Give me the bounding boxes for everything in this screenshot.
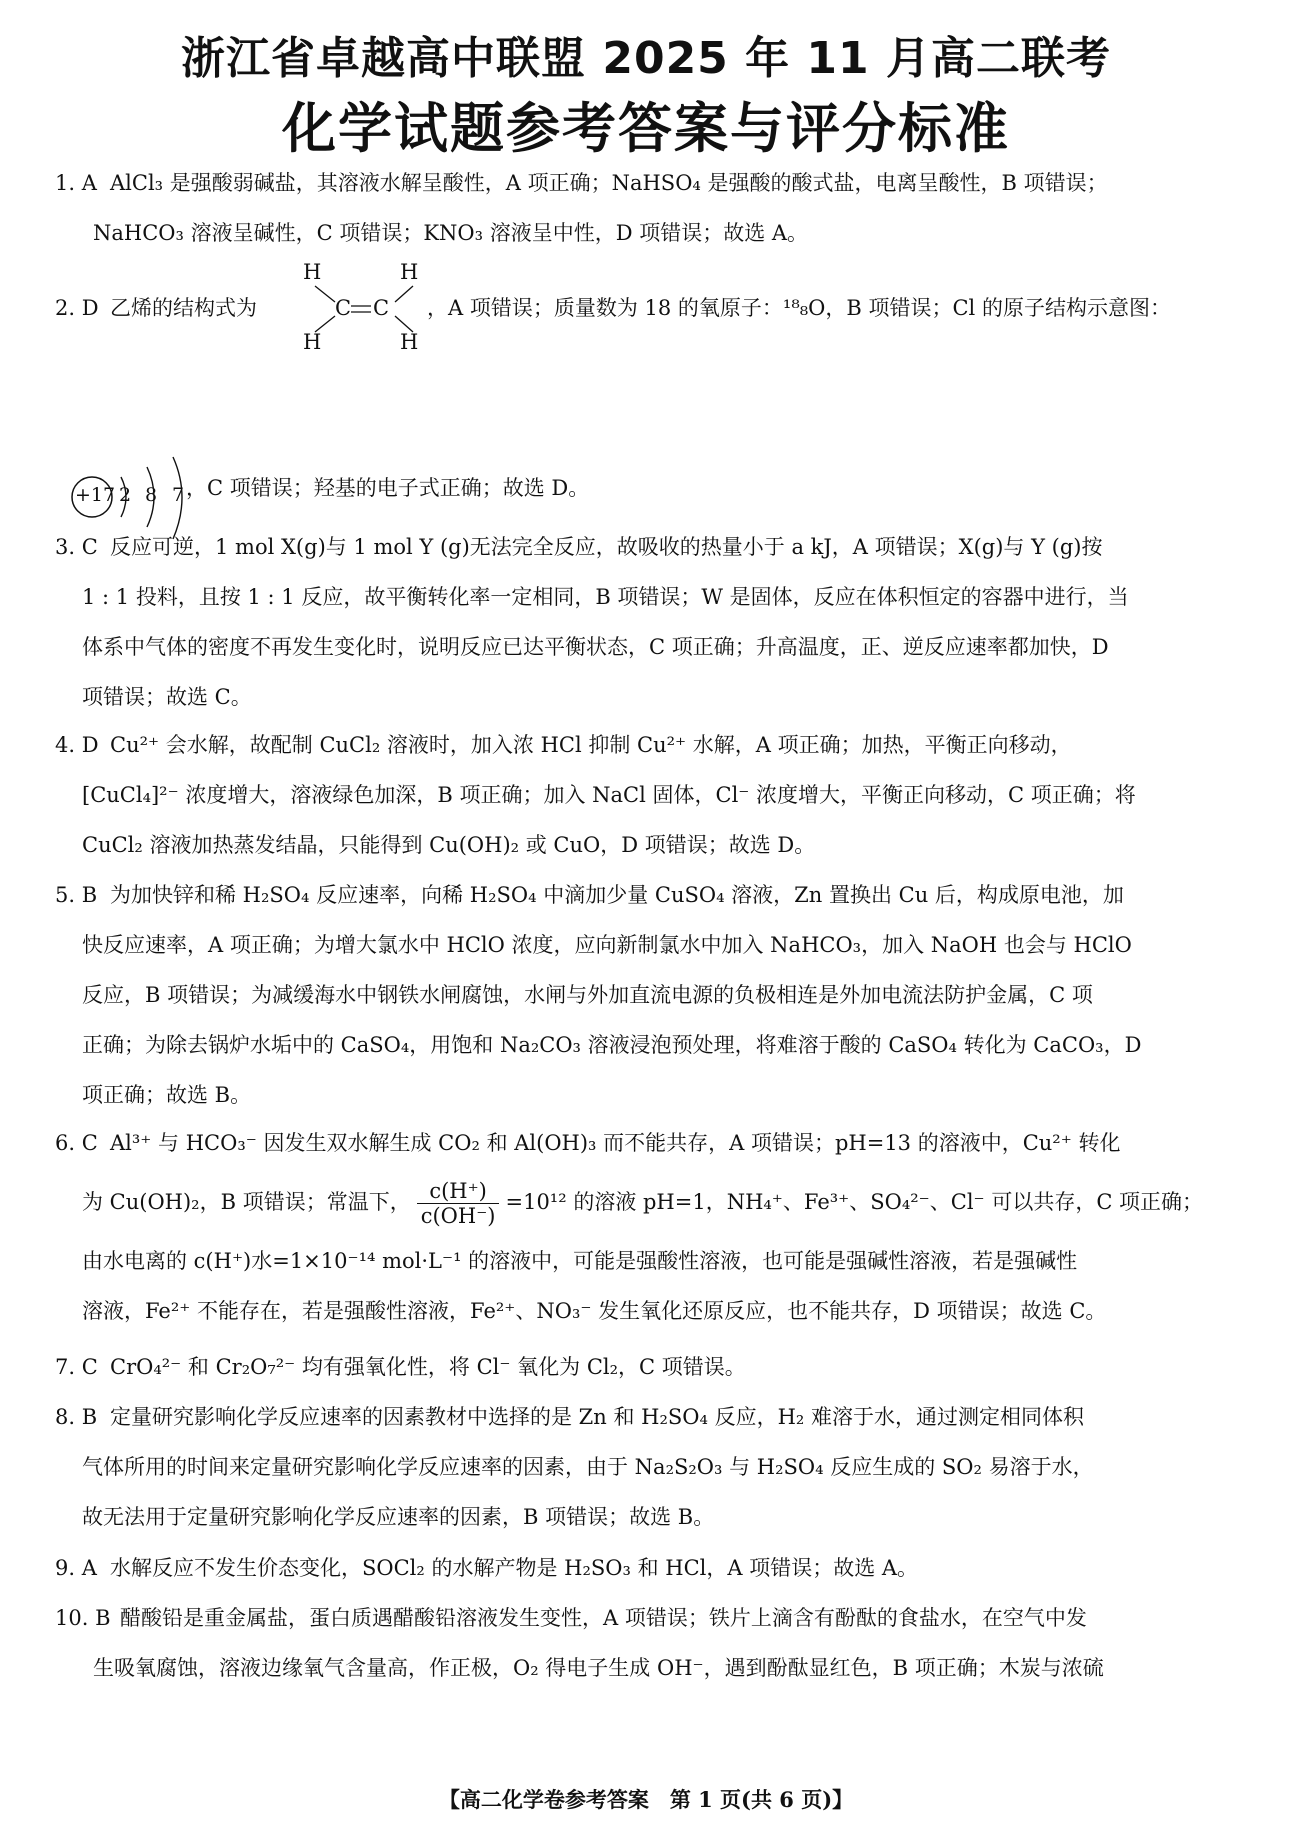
- answer-8: [55, 1392, 1235, 1542]
- answer-number: 6. C: [55, 1131, 98, 1155]
- answer-2: [55, 283, 1235, 333]
- answer-6-line2: [55, 1177, 1235, 1228]
- answer-text: 定量研究影响化学反应速率的因素教材中选择的是 Zn 和 H₂SO₄ 反应，H₂ 难溶于水，通过测定相同体积: [110, 1405, 1084, 1429]
- answer-7: [55, 1342, 1235, 1392]
- answer-text: AlCl₃ 是强酸弱碱盐，其溶液水解呈酸性，A 项正确；NaHSO₄ 是强酸的酸式盐，电离呈酸性，B 项错误；: [110, 171, 1108, 195]
- answer-text: 快反应速率，A 项正确；为增大氯水中 HClO 浓度，应向新制氯水中加入 NaHCO₃，加入 NaOH 也会与 HClO: [82, 933, 1132, 957]
- answer-10: [55, 1593, 1235, 1693]
- answer-text: NaHCO₃ 溶液呈碱性，C 项错误；KNO₃ 溶液呈中性，D 项错误；故选 A。: [93, 221, 809, 245]
- answer-number: 4. D: [55, 733, 99, 757]
- page-footer: 【高二化学卷参考答案 第 1 页(共 6 页)】: [438, 1787, 854, 1812]
- ethylene-structure-diagram: H H C C H H: [303, 260, 419, 354]
- answer-1: [55, 158, 1235, 258]
- answer-number: 7. C: [55, 1355, 98, 1379]
- answer-text: 反应，B 项错误；为减缓海水中钢铁水闸腐蚀，水闸与外加直流电源的负极相连是外加电流法防护金属，C 项: [82, 983, 1093, 1007]
- chlorine-atom-diagram: +17 2 8 7: [55, 455, 255, 545]
- answer-number: 3. C: [55, 535, 98, 559]
- answer-5: [55, 870, 1235, 1120]
- answer-text: ，C 项错误；羟基的电子式正确；故选 D。: [186, 476, 590, 500]
- answer-number: 9. A: [55, 1556, 97, 1580]
- answer-text: =10¹² 的溶液 pH=1，NH₄⁺、Fe³⁺、SO₄²⁻、Cl⁻ 可以共存，C 项正确；: [505, 1190, 1204, 1214]
- answer-3: [55, 522, 1235, 722]
- answer-2-cont: [186, 463, 1086, 513]
- answer-text: 为 Cu(OH)₂，B 项错误；常温下，: [82, 1190, 411, 1214]
- answer-text: 体系中气体的密度不再发生变化时，说明反应已达平衡状态，C 项正确；升高温度，正、逆反应速率都加快，D: [82, 635, 1109, 659]
- answer-text: Cu²⁺ 会水解，故配制 CuCl₂ 溶液时，加入浓 HCl 抑制 Cu²⁺ 水解，A 项正确；加热，平衡正向移动，: [110, 733, 1072, 757]
- answer-text: 为加快锌和稀 H₂SO₄ 反应速率，向稀 H₂SO₄ 中滴加少量 CuSO₄ 溶液，Zn 置换出 Cu 后，构成原电池，加: [110, 883, 1124, 907]
- answer-text: 气体所用的时间来定量研究影响化学反应速率的因素，由于 Na₂S₂O₃ 与 H₂SO₄ 反应生成的 SO₂ 易溶于水，: [82, 1455, 1094, 1479]
- fraction: $\frac{c(H^+)}{c(OH^-)}$: [417, 1179, 500, 1228]
- answer-text: [CuCl₄]²⁻ 浓度增大，溶液绿色加深，B 项正确；加入 NaCl 固体，Cl⁻ 浓度增大，平衡正向移动，C 项正确；将: [82, 783, 1136, 807]
- answer-text: 项正确；故选 B。: [82, 1083, 252, 1107]
- answer-number: 5. B: [55, 883, 98, 907]
- answer-text: Al³⁺ 与 HCO₃⁻ 因发生双水解生成 CO₂ 和 Al(OH)₃ 而不能共存，A 项错误；pH=13 的溶液中，Cu²⁺ 转化: [110, 1131, 1121, 1155]
- answer-text: 反应可逆，1 mol X(g)与 1 mol Y (g)无法完全反应，故吸收的热量小于 a kJ，A 项错误；X(g)与 Y (g)按: [110, 535, 1103, 559]
- page-title-line2: 化学试题参考答案与评分标准: [282, 97, 1010, 160]
- answer-text: CuCl₂ 溶液加热蒸发结晶，只能得到 Cu(OH)₂ 或 CuO，D 项错误；故选 D。: [82, 833, 816, 857]
- answer-text: 溶液，Fe²⁺ 不能存在，若是强酸性溶液，Fe²⁺、NO₃⁻ 发生氧化还原反应，也不能共存，D 项错误；故选 C。: [82, 1299, 1107, 1323]
- answer-6-line3: [55, 1236, 1235, 1336]
- answer-text: CrO₄²⁻ 和 Cr₂O₇²⁻ 均有强氧化性，将 Cl⁻ 氧化为 Cl₂，C 项错误。: [110, 1355, 746, 1379]
- answer-text: 生吸氧腐蚀，溶液边缘氧气含量高，作正极，O₂ 得电子生成 OH⁻，遇到酚酞显红色，B 项正确；木炭与浓硫: [93, 1656, 1104, 1680]
- answer-4: [55, 720, 1235, 870]
- answer-6: [55, 1118, 1235, 1168]
- answer-number: 8. B: [55, 1405, 98, 1429]
- page-title-line1: 浙江省卓越高中联盟 2025 年 11 月高二联考: [181, 33, 1111, 84]
- answer-text: 正确；为除去锅炉水垢中的 CaSO₄，用饱和 Na₂CO₃ 溶液浸泡预处理，将难溶于酸的 CaSO₄ 转化为 CaCO₃，D: [82, 1033, 1142, 1057]
- answer-9: [55, 1543, 1235, 1593]
- answer-number: 10. B: [55, 1606, 111, 1630]
- answer-number: 2. D: [55, 296, 99, 320]
- answer-text: 水解反应不发生价态变化，SOCl₂ 的水解产物是 H₂SO₃ 和 HCl，A 项错误；故选 A。: [110, 1556, 919, 1580]
- answer-text: 由水电离的 c(H⁺)水=1×10⁻¹⁴ mol·L⁻¹ 的溶液中，可能是强酸性溶液，也可能是强碱性溶液，若是强碱性: [82, 1249, 1078, 1273]
- answer-text: 乙烯的结构式为: [110, 296, 257, 320]
- answer-text: ，A 项错误；质量数为 18 的氧原子：¹⁸₈O，B 项错误；Cl 的原子结构示意图：: [427, 296, 1171, 320]
- answer-text: 故无法用于定量研究影响化学反应速率的因素，B 项错误；故选 B。: [82, 1505, 715, 1529]
- answer-text: 醋酸铅是重金属盐，蛋白质遇醋酸铅溶液发生变性，A 项错误；铁片上滴含有酚酞的食盐水，在空气中发: [120, 1606, 1087, 1630]
- answer-number: 1. A: [55, 171, 97, 195]
- answer-text: 项错误；故选 C。: [82, 685, 252, 709]
- answer-text: 1 : 1 投料，且按 1 : 1 反应，故平衡转化率一定相同，B 项错误；W 是固体，反应在体积恒定的容器中进行，当: [82, 585, 1129, 609]
